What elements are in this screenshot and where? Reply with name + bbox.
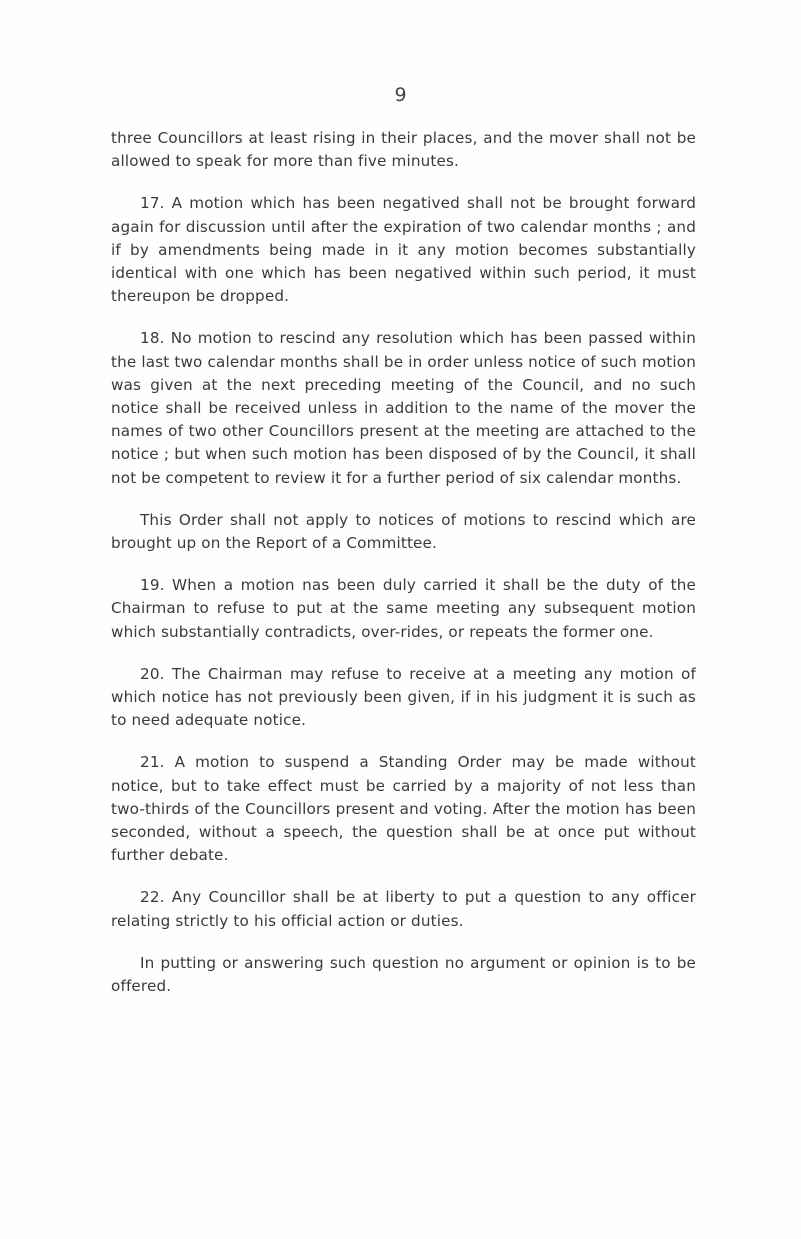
page-body xyxy=(111,127,696,1017)
paragraph-21: 21. A motion to suspend a Standing Order may be made without notice, but to take effect must be carried by a majority of not less than two-thirds of the Councillors present and voting. After the motion has been seconded, without a speech, the question shall be at once put without further debate. xyxy=(111,753,696,865)
paragraph-17: 17. A motion which has been negatived shall not be brought forward again for discussion until after the expiration of two calendar months ; and if by amendments being made in it any motion becomes substantially identical with one which has been negatived within such period, it must thereupon be dropped. xyxy=(111,194,696,306)
paragraph-22: 22. Any Councillor shall be at liberty to put a question to any officer relating strictly to his official action or duties. xyxy=(111,888,696,930)
paragraph-22-note: In putting or answering such question no argument or opinion is to be offered. xyxy=(111,953,696,996)
paragraph-20: 20. The Chairman may refuse to receive at a meeting any motion of which notice has not previously been given, if in his judgment it is such as to need adequate notice. xyxy=(111,664,696,730)
paragraph-18: 18. No motion to rescind any resolution which has been passed within the last two calendar months shall be in order unless notice of such motion was given at the next preceding meeting of the Council, and no such notice shall be received unless in addition to the name of the mover the names of two other Councillors present at the meeting are attached to the notice ; but when such motion has been disposed of by the Council, it shall not be competent to review it for a further period of six calendar months. xyxy=(111,329,696,487)
page-number: 9 xyxy=(394,84,407,106)
paragraph-19: 19. When a motion nas been duly carried it shall be the duty of the Chairman to refuse to put at the same meeting any subsequent motion which substantially contradicts, over-rides, or repeats the former one. xyxy=(111,576,696,641)
paragraph-continuation: three Councillors at least rising in their places, and the mover shall not be allowed to speak for more than five minutes. xyxy=(111,129,696,171)
paragraph-18-note: This Order shall not apply to notices of motions to rescind which are brought up on the Report of a Committee. xyxy=(111,510,696,553)
